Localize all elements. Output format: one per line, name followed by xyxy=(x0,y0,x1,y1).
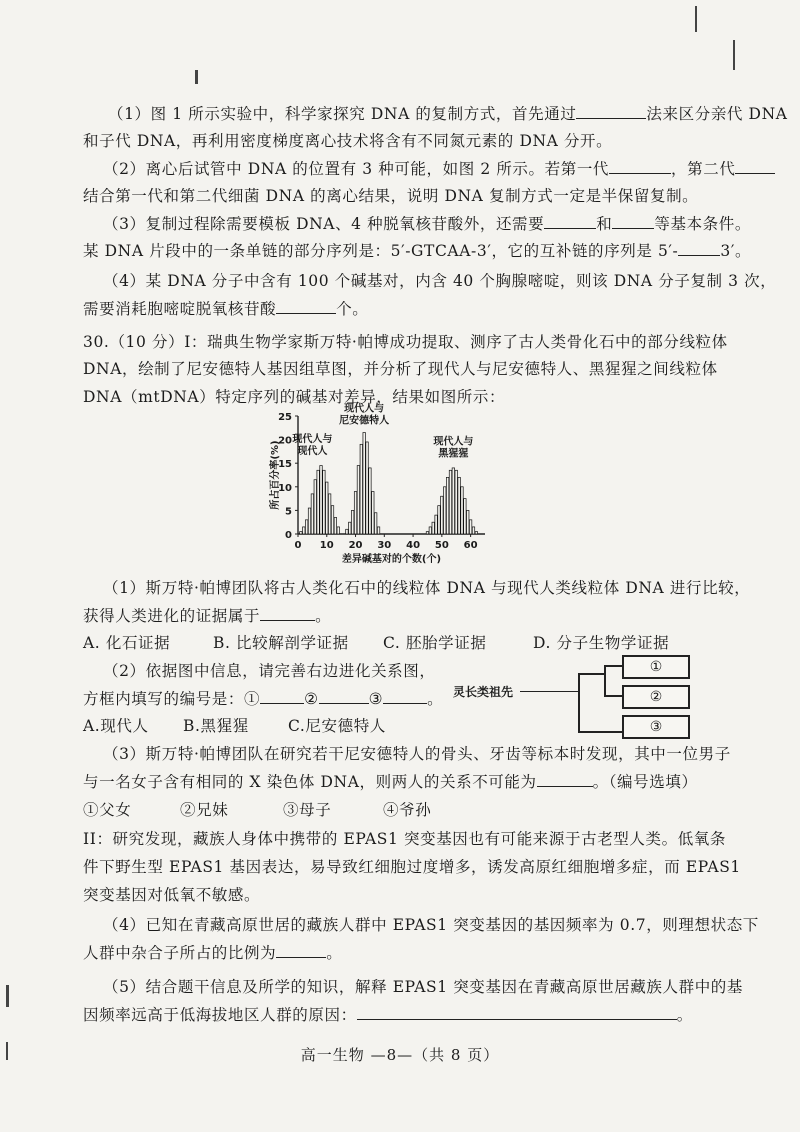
q30-s3-option-4: ④爷孙 xyxy=(383,801,432,819)
tree-box-3[interactable]: ③ xyxy=(622,715,690,739)
q29-p2-text-b: ，第二代 xyxy=(671,160,736,178)
bar-series-1 xyxy=(311,494,313,534)
tree-root-label: 灵长类祖先 xyxy=(453,685,514,699)
answer-blank-2[interactable] xyxy=(609,159,671,174)
q30-s5-text-b: 。 xyxy=(676,1006,693,1024)
bar-series-3 xyxy=(432,522,434,534)
answer-blank-4[interactable] xyxy=(544,214,596,229)
x-axis-label: 差异碱基对的个数(个) xyxy=(341,554,442,565)
tree-box-2[interactable]: ② xyxy=(622,685,690,709)
bar-series-1 xyxy=(326,482,328,534)
answer-blank-8[interactable] xyxy=(260,606,315,621)
bar-series-2 xyxy=(363,433,365,534)
bar-series-3 xyxy=(464,499,466,534)
bar-series-3 xyxy=(438,506,440,534)
bar-series-3 xyxy=(449,470,451,534)
q30-intro-line2: DNA，绘制了尼安德特人基因组草图，并分析了现代人与尼安德特人、黑猩猩之间线粒体 xyxy=(83,360,718,378)
bar-series-2 xyxy=(349,522,351,534)
x-tick-label: 40 xyxy=(406,540,421,551)
q30-s1-text-a: 获得人类进化的证据属于 xyxy=(83,607,261,625)
series-annotation-3: 现代人与黑猩猩 xyxy=(433,436,474,460)
q30-s3-line1: （3）斯万特·帕博团队在研究若干尼安德特人的骨头、牙齿等标本时发现，其中一位男子 xyxy=(103,745,731,763)
bar-series-1 xyxy=(314,480,316,534)
q30-s1-option-d[interactable]: D. 分子生物学证据 xyxy=(533,634,670,652)
q30-s3-text-a: 与一名女子含有相同的 X 染色体 DNA，则两人的关系不可能为 xyxy=(83,773,537,791)
bar-series-2 xyxy=(369,468,371,534)
bar-series-1 xyxy=(317,470,319,534)
q30-s4-line2 xyxy=(83,943,342,963)
x-tick-label: 50 xyxy=(434,540,449,551)
bar-series-2 xyxy=(374,513,376,534)
q30-s1-text-b: 。 xyxy=(315,607,332,625)
q30-s2-text-b: ② xyxy=(304,690,319,708)
q30-s4-text-b: 。 xyxy=(326,944,343,962)
q30-s3-text-b: 。（编号选填） xyxy=(592,773,698,791)
q29-p4-text-b: 个。 xyxy=(336,300,369,318)
answer-blank-7[interactable] xyxy=(276,299,336,314)
y-tick-label: 15 xyxy=(278,459,292,471)
q29-p3-text-c: 等基本条件。 xyxy=(654,215,751,233)
answer-blank-14[interactable] xyxy=(357,1005,677,1020)
y-axis-label: 所占百分率(%) xyxy=(270,440,281,510)
q30-s3-option-1: ①父女 xyxy=(83,801,132,819)
q30-s1-option-b[interactable]: B. 比较解剖学证据 xyxy=(213,634,349,652)
q30-intro-line3: DNA（mtDNA）特定序列的碱基对差异，结果如图所示： xyxy=(83,388,506,406)
q29-p3-text-a: （3）复制过程除需要模板 DNA、4 种脱氧核苷酸外，还需要 xyxy=(103,215,545,233)
y-tick-label: 20 xyxy=(278,435,292,447)
bar-series-1 xyxy=(334,517,336,534)
x-tick-label: 60 xyxy=(463,540,478,551)
q30-s2-line1: （2）依据图中信息，请完善右边进化关系图， xyxy=(103,662,436,680)
bar-series-1 xyxy=(305,520,307,534)
bar-series-1 xyxy=(308,508,310,534)
bar-series-1 xyxy=(300,532,302,534)
y-tick-label: 0 xyxy=(285,530,292,541)
tree-branch-3 xyxy=(578,731,622,733)
bar-series-3 xyxy=(458,477,460,534)
bar-series-3 xyxy=(426,532,428,534)
bar-series-3 xyxy=(429,527,431,534)
q29-p1-text: （1）图 1 所示实验中，科学家探究 DNA 的复制方式，首先通过 xyxy=(108,105,577,123)
bar-series-3 xyxy=(446,477,448,534)
answer-blank-10[interactable] xyxy=(319,689,369,704)
q30-s2-text-c: ③ xyxy=(368,690,384,708)
q30-s2-option-c: C.尼安德特人 xyxy=(288,717,386,735)
answer-blank-6[interactable] xyxy=(678,241,720,256)
q29-p4-line1: （4）某 DNA 分子中含有 100 个碱基对，内含 40 个胸腺嘧啶，则该 DNA 分子复制 3 次， xyxy=(103,272,777,290)
answer-blank-3[interactable] xyxy=(735,159,775,174)
answer-blank-1[interactable] xyxy=(576,104,646,119)
q30-s1-option-a[interactable]: A. 化石证据 xyxy=(83,634,171,652)
q30-s5-text-a: 因频率远高于低海拔地区人群的原因： xyxy=(83,1006,357,1024)
bar-series-2 xyxy=(346,529,348,534)
tree-box-1[interactable]: ① xyxy=(622,655,690,679)
page-footer: 高一生物 —8—（共 8 页） xyxy=(300,1046,500,1064)
q30-s2-text-d: 。 xyxy=(427,690,444,708)
q30-s4-line1: （4）已知在青藏高原世居的藏族人群中 EPAS1 突变基因的基因频率为 0.7，则理想状态下 xyxy=(103,916,759,934)
q29-p2-text-a: （2）离心后试管中 DNA 的位置有 3 种可能，如图 2 所示。若第一代 xyxy=(103,160,610,178)
bar-series-3 xyxy=(475,532,477,534)
bar-series-1 xyxy=(303,527,305,534)
q29-p2-line1 xyxy=(103,159,775,179)
bar-series-1 xyxy=(323,470,325,534)
q30-s1-option-c[interactable]: C. 胚胎学证据 xyxy=(383,634,487,652)
tree-inner-trunk xyxy=(604,665,606,697)
bar-series-2 xyxy=(360,444,362,534)
answer-blank-9[interactable] xyxy=(260,689,304,704)
q30-s1-line2 xyxy=(83,606,331,626)
q29-p3-text-e: 3′。 xyxy=(720,242,752,260)
bar-series-3 xyxy=(469,520,471,534)
q30-s5-line1: （5）结合题干信息及所学的知识，解释 EPAS1 突变基因在青藏高原世居藏族人群中的基 xyxy=(103,978,744,996)
q29-p3-line2 xyxy=(83,241,751,261)
x-tick-label: 20 xyxy=(348,540,363,551)
bar-series-3 xyxy=(435,515,437,534)
q30-s2-option-a: A.现代人 xyxy=(83,717,149,735)
bar-series-3 xyxy=(472,527,474,534)
q30-s2-option-b: B.黑猩猩 xyxy=(183,717,249,735)
q29-p3-line1 xyxy=(103,214,751,234)
bar-series-1 xyxy=(331,506,333,534)
q29-p1-line1 xyxy=(108,104,788,124)
q30-s4-text-a: 人群中杂合子所占的比例为 xyxy=(83,944,277,962)
q30-s2-text-a: 方框内填写的编号是：① xyxy=(83,690,261,708)
bar-series-3 xyxy=(441,496,443,534)
tree-root-branch xyxy=(520,691,578,692)
q30-intro-line1: 30.（10 分）I：瑞典生物学家斯万特·帕博成功提取、测序了古人类骨化石中的部分线粒体 xyxy=(83,333,728,351)
bar-series-2 xyxy=(366,442,368,534)
tree-trunk xyxy=(578,673,580,733)
q29-p1-line2: 和子代 DNA，再利用密度梯度离心技术将含有不同氮元素的 DNA 分开。 xyxy=(83,132,613,150)
series-annotation-2: 现代人与尼安德特人 xyxy=(339,403,390,427)
q30-s2-line2 xyxy=(83,689,443,709)
bar-series-3 xyxy=(461,487,463,534)
q29-p1-text-end: 法来区分亲代 DNA xyxy=(646,105,788,123)
bar-series-3 xyxy=(467,510,469,534)
x-tick-label: 10 xyxy=(319,540,334,551)
y-tick-label: 25 xyxy=(278,412,292,423)
q29-p2-line2: 结合第一代和第二代细菌 DNA 的离心结果，说明 DNA 复制方式一定是半保留复制。 xyxy=(83,187,699,205)
answer-blank-13[interactable] xyxy=(276,943,326,958)
q30-ii-line3: 突变基因对低氧不敏感。 xyxy=(83,886,261,904)
q29-p3-text-d: 某 DNA 片段中的一条单链的部分序列是：5′-GTCAA-3′，它的互补链的序列是 5′- xyxy=(83,242,679,260)
q30-s3-option-3: ③母子 xyxy=(283,801,332,819)
q29-p4-line2 xyxy=(83,299,368,319)
answer-blank-11[interactable] xyxy=(383,689,427,704)
q29-p4-text-a: 需要消耗胞嘧啶脱氧核苷酸 xyxy=(83,300,277,318)
q30-s1-line1: （1）斯万特·帕博团队将古人类化石中的线粒体 DNA 与现代人类线粒体 DNA 进行比较， xyxy=(103,579,751,597)
x-tick-label: 30 xyxy=(377,540,392,551)
x-tick-label: 0 xyxy=(294,540,302,551)
q30-s5-line2 xyxy=(83,1005,693,1025)
bar-series-1 xyxy=(328,494,330,534)
series-annotation-1: 现代人与现代人 xyxy=(292,433,333,457)
bar-series-2 xyxy=(354,492,356,534)
y-tick-label: 10 xyxy=(278,482,292,494)
answer-blank-5[interactable] xyxy=(612,214,654,229)
bar-series-3 xyxy=(452,468,454,534)
tree-branch-1 xyxy=(578,673,604,675)
q30-s3-line2 xyxy=(83,772,698,792)
mtdna-difference-chart xyxy=(260,402,520,572)
tree-branch-1b xyxy=(604,695,622,697)
q29-p3-text-b: 和 xyxy=(596,215,613,233)
q30-ii-line1: II：研究发现，藏族人身体中携带的 EPAS1 突变基因也有可能来源于古老型人类。低氧条 xyxy=(83,830,726,848)
bar-series-2 xyxy=(351,510,353,534)
bar-series-2 xyxy=(372,492,374,534)
tree-branch-1a xyxy=(604,665,622,667)
bar-series-3 xyxy=(455,470,457,534)
bar-series-1 xyxy=(337,527,339,534)
y-tick-label: 5 xyxy=(285,506,292,518)
bar-series-3 xyxy=(444,487,446,534)
bar-series-2 xyxy=(357,466,359,534)
q30-ii-line2: 件下野生型 EPAS1 基因表达，易导致红细胞过度增多，诱发高原红细胞增多症，而 EPAS1 xyxy=(83,858,741,876)
bar-series-1 xyxy=(320,466,322,534)
answer-blank-12[interactable] xyxy=(537,772,593,787)
q30-s3-option-2: ②兄妹 xyxy=(180,801,229,819)
bar-series-2 xyxy=(377,527,379,534)
